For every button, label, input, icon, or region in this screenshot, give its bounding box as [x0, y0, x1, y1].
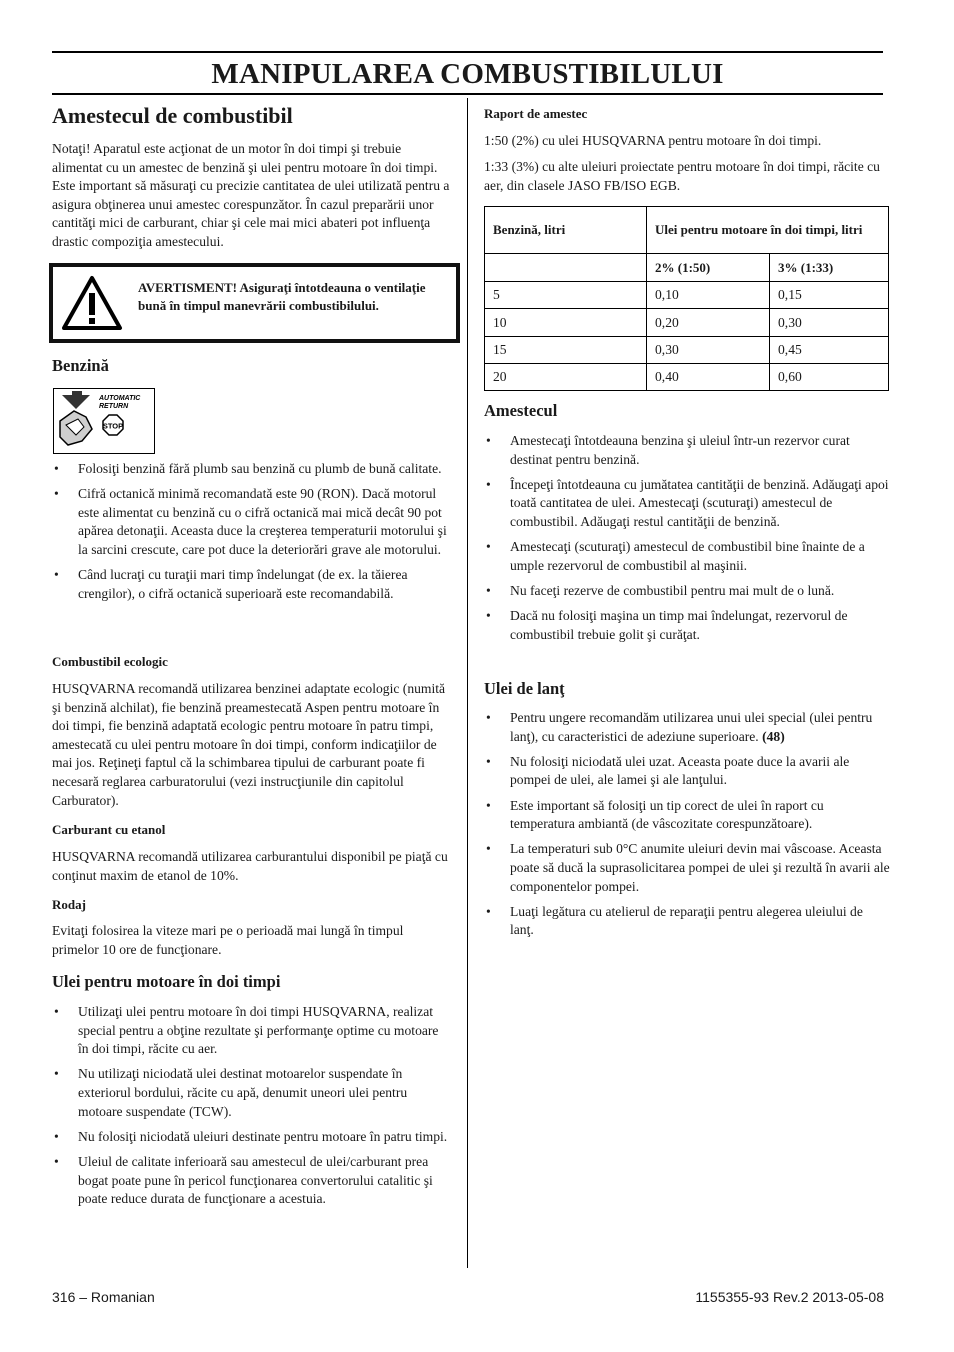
- table-cell: 0,40: [647, 364, 770, 391]
- list-item: • Luaţi legătura cu atelierul de reparaţii pentru alegerea uleiului de lanţ.: [484, 903, 890, 940]
- list-item: • La temperaturi sub 0°C anumite uleiuri devin mai vâscoase. Aceasta poate să ducă la suprasolicitarea pompei de ulei şi rezultă în avarii ale componentelor pompei.: [484, 840, 890, 896]
- list-item: • Începeţi întotdeauna cu jumătatea cantităţii de benzină. Adăugaţi apoi toată cantitatea de ulei. Amestecaţi (scuturaţi) amestecul de combustibil. Adăugaţi restul cantităţii de benzină.: [484, 476, 890, 532]
- table-cell: 20: [485, 364, 647, 391]
- top-rule: [52, 51, 883, 53]
- fuel-automatic-return-icon: [53, 388, 155, 454]
- ratio-line-1: 1:50 (2%) cu ulei HUSQVARNA pentru motoare în doi timpi.: [484, 133, 822, 148]
- section-heading-fuel-mix: Amestecul de combustibil: [52, 103, 293, 128]
- list-item: • Când lucraţi cu turaţii mari timp îndelungat (de ex. la tăierea crengilor), o cifră octanică superioară este recomandabilă.: [52, 566, 450, 603]
- section-heading-two-stroke-oil: Ulei pentru motoare în doi timpi: [52, 972, 281, 991]
- column-divider: [467, 98, 468, 1268]
- list-item: • Uleiul de calitate inferioară sau amestecul de ulei/carburant prea bogat poate pune în pericol funcţionarea convertorului catalitic şi poate reduce durata de funcţionare a acestuia.: [52, 1153, 450, 1209]
- chain-oil-list: [484, 709, 890, 947]
- footer-page-number: 316 – Romanian: [52, 1289, 155, 1305]
- warning-box: [49, 263, 460, 343]
- footer-document-reference: 1155355-93 Rev.2 2013-05-08: [695, 1289, 884, 1305]
- fuel-icon-automatic: AUTOMATIC: [99, 395, 141, 402]
- list-item: • Amestecaţi (scuturaţi) amestecul de combustibil bine înainte de a umple rezervorul de combustibil al maşinii.: [484, 538, 890, 575]
- list-item: • Amestecaţi întotdeauna benzina şi uleiul într-un rezervor curat destinat pentru benzină.: [484, 432, 890, 469]
- title-underline: [52, 93, 883, 95]
- table-cell: 0,20: [647, 309, 770, 337]
- two-stroke-oil-list: [52, 1003, 450, 1215]
- table-header-oil: Ulei pentru motoare în doi timpi, litri: [647, 207, 889, 254]
- warning-text: AVERTISMENT! Asiguraţi întotdeauna o ventilaţie bună în timpul manevrării combustibilului.: [138, 280, 426, 313]
- table-cell: 0,15: [770, 282, 889, 309]
- list-item: • Dacă nu folosiţi maşina un timp mai îndelungat, rezervorul de combustibil trebuie golit şi curăţat.: [484, 607, 890, 644]
- list-item: • Este important să folosiţi un tip corect de ulei în raport cu temperatura ambiantă (de vâscozitate corespunzătoare).: [484, 797, 890, 834]
- table-cell: 0,30: [770, 309, 889, 337]
- table-cell: 0,10: [647, 282, 770, 309]
- subheading-rodaj: Rodaj: [52, 897, 86, 912]
- section-heading-chain-oil: Ulei de lanţ: [484, 679, 565, 698]
- table-cell: 15: [485, 337, 647, 364]
- subheading-ethanol: Carburant cu etanol: [52, 822, 166, 837]
- table-row: [485, 337, 889, 364]
- table-subheader-2pct: 2% (1:50): [647, 254, 770, 282]
- table-cell: 10: [485, 309, 647, 337]
- rodaj-text: Evitaţi folosirea la viteze mari pe o perioadă mai lungă în timpul primelor 10 ore de funcţionare.: [52, 923, 404, 957]
- page-title: MANIPULAREA COMBUSTIBILULUI: [211, 58, 724, 90]
- list-item: • Utilizaţi ulei pentru motoare în doi timpi HUSQVARNA, realizat special pentru a obţine rezultate şi performanţe optime cu motoare în doi timpi, răcite cu aer.: [52, 1003, 450, 1059]
- mix-ratio-table: [484, 206, 889, 391]
- list-item: [484, 709, 890, 746]
- chain-oil-text: Pentru ungere recomandăm utilizarea unui ulei special (ulei pentru lanţ), cu caracteristici de adeziune superioare.: [510, 710, 873, 744]
- fuel-icon-stop: STOP: [102, 421, 124, 431]
- ethanol-text: HUSQVARNA recomandă utilizarea carburantului disponibil pe piaţă cu conţinut maxim de etanol de 10%.: [52, 849, 448, 883]
- benzina-list: [52, 460, 450, 610]
- warning-triangle-icon: [61, 275, 123, 331]
- ratio-line-2: 1:33 (3%) cu alte uleiuri proiectate pentru motoare în doi timpi, răcite cu aer, din clasele JASO FB/ISO EGB.: [484, 159, 880, 193]
- table-header-petrol: Benzină, litri: [485, 207, 647, 254]
- list-item: • Cifră octanică minimă recomandată este 90 (RON). Dacă motorul este alimentat cu benzină cu o cifră octanică mai mică decât 90 pot apărea detonaţii. Aceasta duce la creşterea temperaturii motorului şi la sarcini crescute, care pot duce la deteriorări grave ale motorului.: [52, 485, 450, 559]
- eco-fuel-text: HUSQVARNA recomandă utilizarea benzinei adaptate ecologic (numită şi benzină alchilat), fie benzină preamestecată Aspen pentru motoare în doi timpi, fie benzină adaptată ecologic pentru motoare în patru timpi, amestecată cu ulei pentru motoare în doi timpi, conform indicaţiilor de mai jos. Reţineţi faptul că la schimbarea tipului de carburant poate fi necesară reglarea carburatorului (vezi instrucţiunile din capitolul Carburator).: [52, 681, 446, 808]
- table-subheader-3pct: 3% (1:33): [770, 254, 889, 282]
- table-row: [485, 364, 889, 391]
- fuel-mix-intro: Notaţi! Aparatul este acţionat de un motor în doi timpi şi trebuie alimentat cu un amestec de benzină şi ulei pentru motoare în doi timpi. Este important să măsuraţi cu precizie cantitatea de ulei utilizată pentru a asigura obţinerea unui amestec corespunzător. În cazul preparării unor cantităţi mici de carburant, chiar şi cele mai mici abateri pot influenţa drastic compoziţia amestecului.: [52, 141, 450, 249]
- table-cell: 5: [485, 282, 647, 309]
- subheading-eco-fuel: Combustibil ecologic: [52, 654, 168, 669]
- table-cell: 0,30: [647, 337, 770, 364]
- fuel-icon-return: RETURN: [99, 403, 129, 410]
- figure-reference: (48): [762, 728, 785, 744]
- list-item: • Nu faceţi rezerve de combustibil pentru mai mult de o lună.: [484, 582, 890, 601]
- list-item: • Nu folosiţi niciodată ulei uzat. Aceasta poate duce la avarii ale pompei de ulei, ale lamei şi ale lanţului.: [484, 753, 890, 790]
- table-row: [485, 282, 889, 309]
- section-heading-mixing: Amestecul: [484, 401, 558, 420]
- list-item: • Nu utilizaţi niciodată ulei destinat motoarelor suspendate în exteriorul bordului, răcite cu apă, denumit uneori ulei pentru motoare suspendate (TCW).: [52, 1065, 450, 1121]
- list-item: • Nu folosiţi niciodată uleiuri destinate pentru motoare în patru timpi.: [52, 1128, 450, 1147]
- list-item: • Folosiţi benzină fără plumb sau benzină cu plumb de bună calitate.: [52, 460, 450, 479]
- mixing-list: [484, 432, 890, 651]
- table-cell-empty: [485, 254, 647, 282]
- table-cell: 0,45: [770, 337, 889, 364]
- table-cell: 0,60: [770, 364, 889, 391]
- table-row: [485, 309, 889, 337]
- subheading-mix-ratio: Raport de amestec: [484, 106, 588, 121]
- section-heading-benzina: Benzină: [52, 356, 109, 375]
